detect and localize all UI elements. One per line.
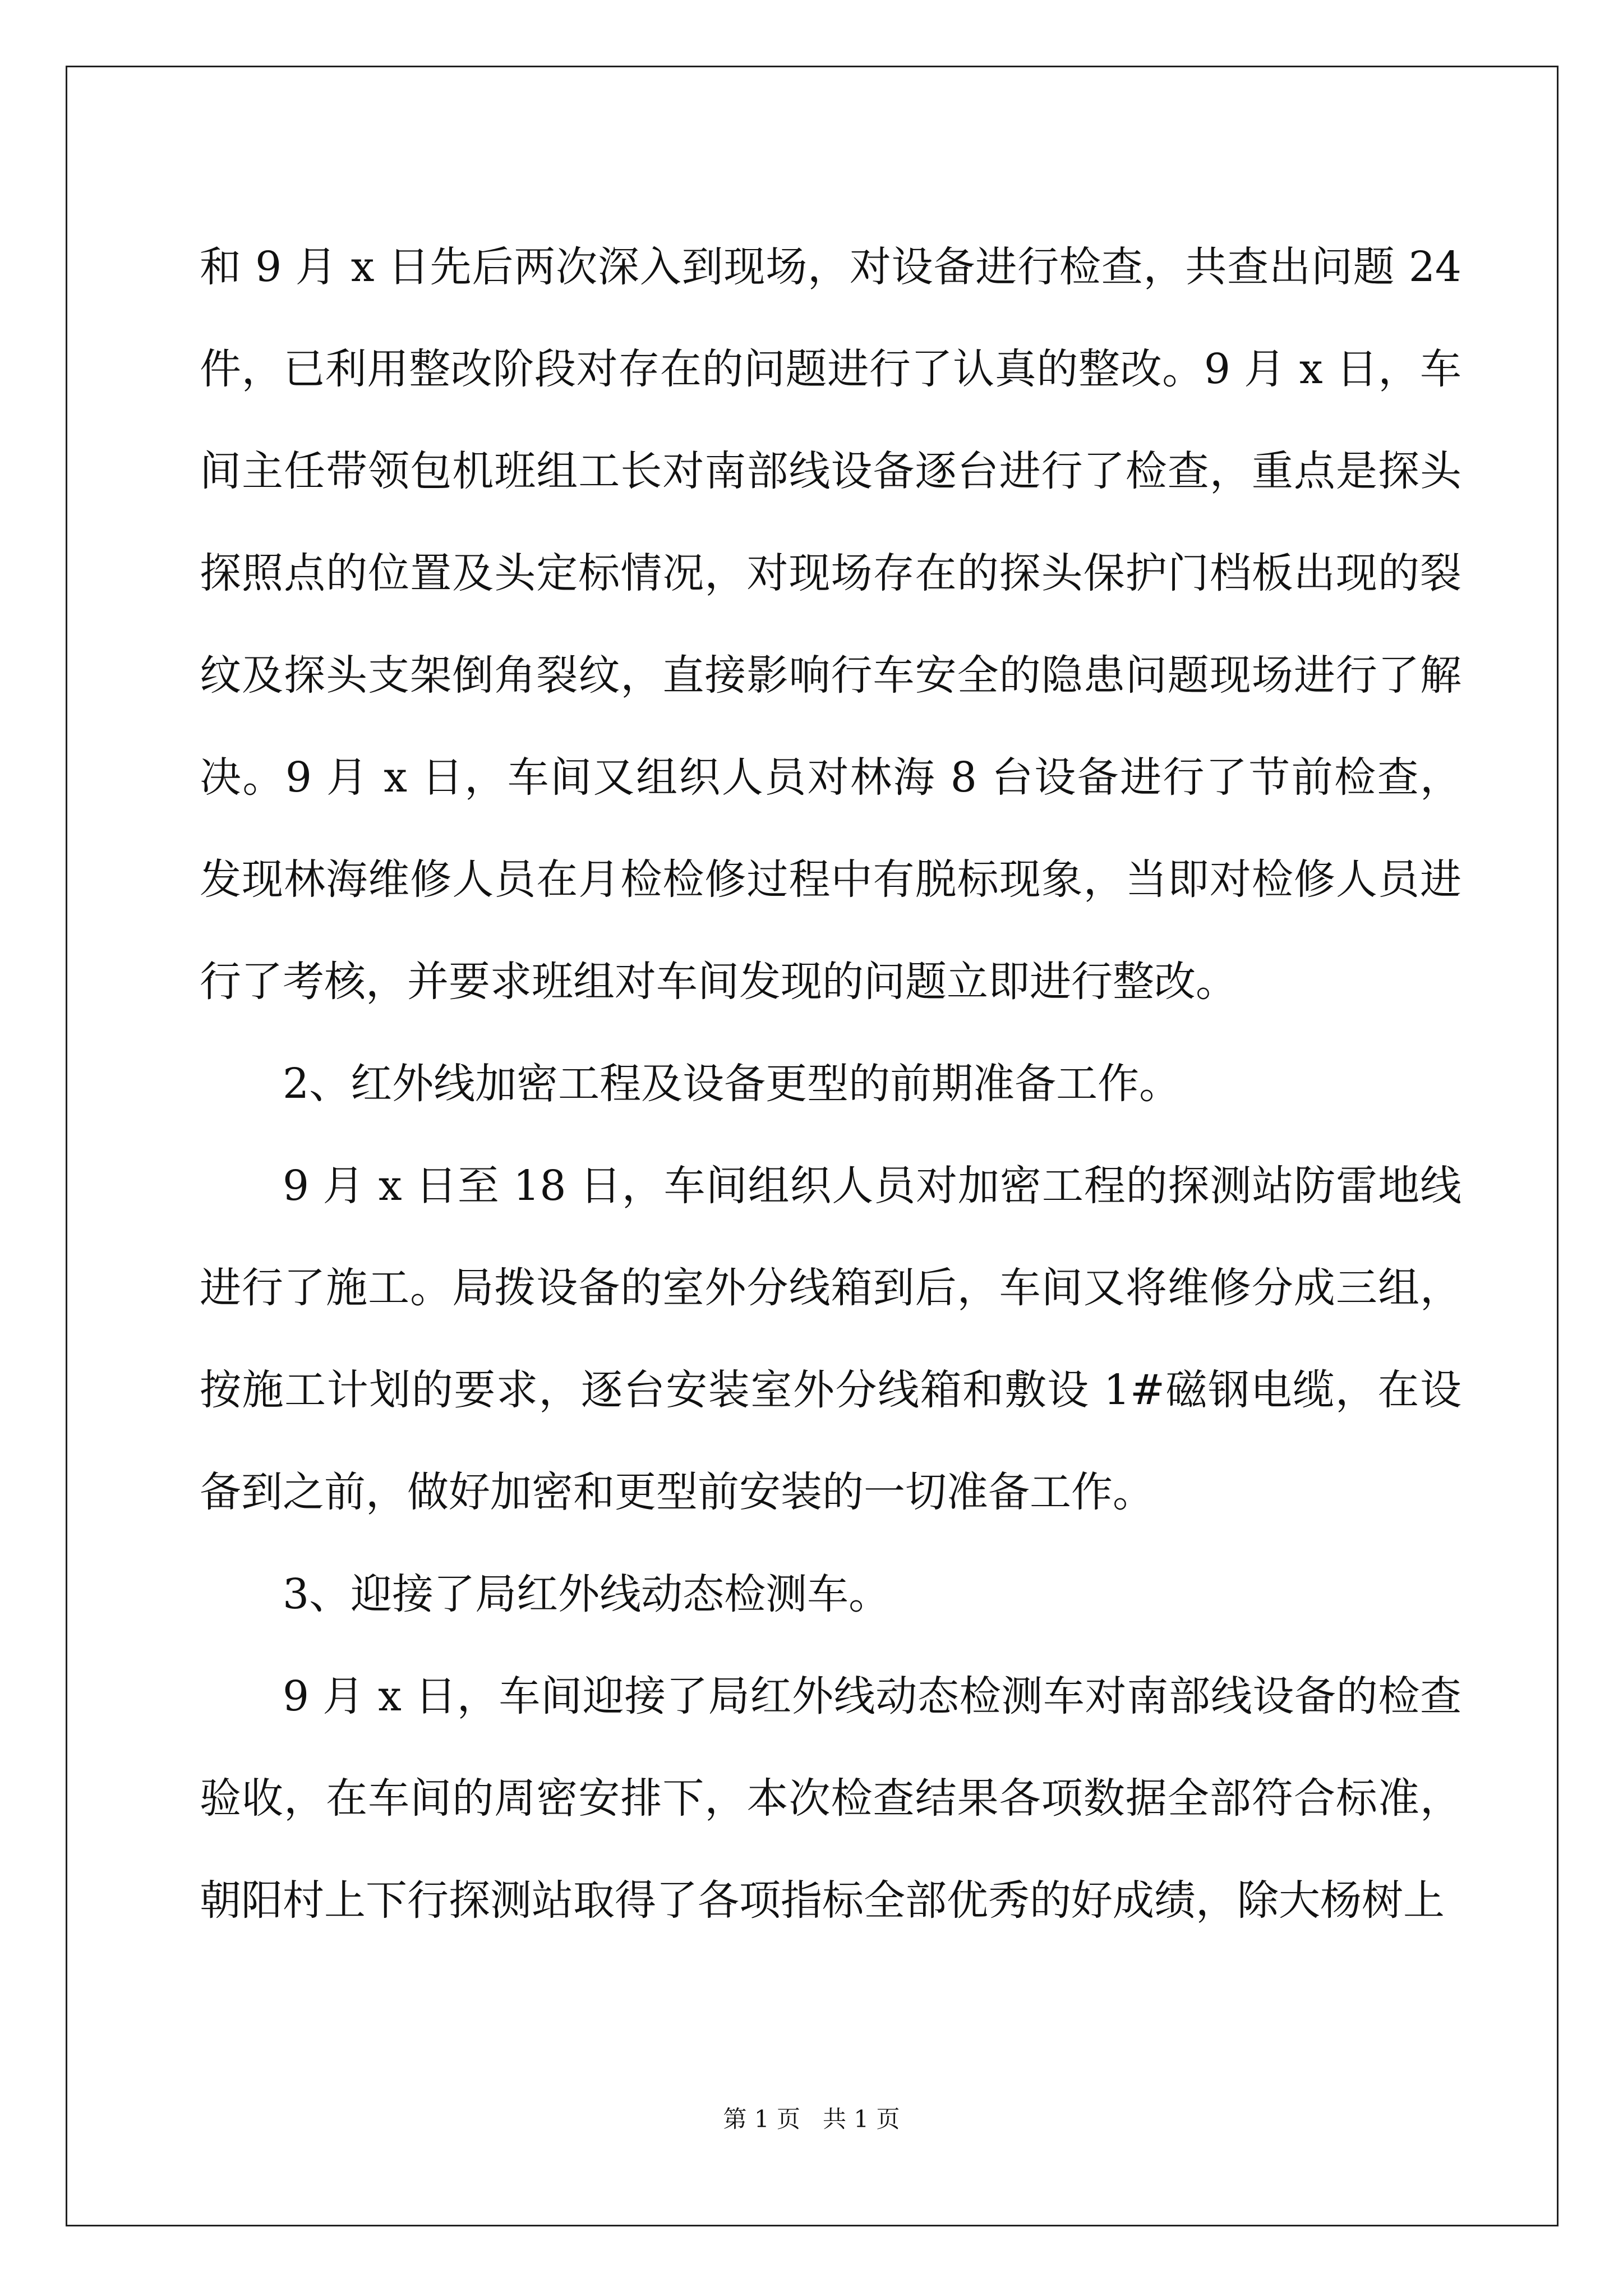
paragraph-continued: 和 9 月 x 日先后两次深入到现场，对设备进行检查，共查出问题 24 件，已利用整改阶段对存在的问题进行了认真的整改。9 月 x 日，车间主任带领包机班组工长对南部线设备逐台进行了检查，重点是探头探照点的位置及头定标情况，对现场存在的探头保护门档板出现的裂纹及探头支架倒角裂纹，直接影响行车安全的隐患问题现场进行了解决。9 月 x 日，车间又组织人员对林海 8 台设备进行了节前检查，发现林海维修人员在月检检修过程中有脱标现象，当即对检修人员进行了考核，并要求班组对车间发现的问题立即进行整改。 — [200, 243, 1461, 1006]
document-body — [200, 216, 1461, 1952]
page-number-footer: 第 1 页 共 1 页 — [723, 2105, 900, 2133]
paragraph-section-3: 9 月 x 日，车间迎接了局红外线动态检测车对南部线设备的检查验收，在车间的周密安排下，本次检查结果各项数据全部符合标准，朝阳村上下行探测站取得了各项指标全部优秀的好成绩，除大杨树上 — [200, 1672, 1461, 1925]
section-heading-3: 3、迎接了局红外线动态检测车。 — [283, 1570, 891, 1618]
section-heading-2: 2、红外线加密工程及设备更型的前期准备工作。 — [283, 1060, 1181, 1108]
paragraph-section-2: 9 月 x 日至 18 日，车间组织人员对加密工程的探测站防雷地线进行了施工。局拨设备的室外分线箱到后，车间又将维修分成三组，按施工计划的要求，逐台安装室外分线箱和敷设 1#磁钢电缆，在设备到之前，做好加密和更型前安装的一切准备工作。 — [200, 1162, 1461, 1516]
